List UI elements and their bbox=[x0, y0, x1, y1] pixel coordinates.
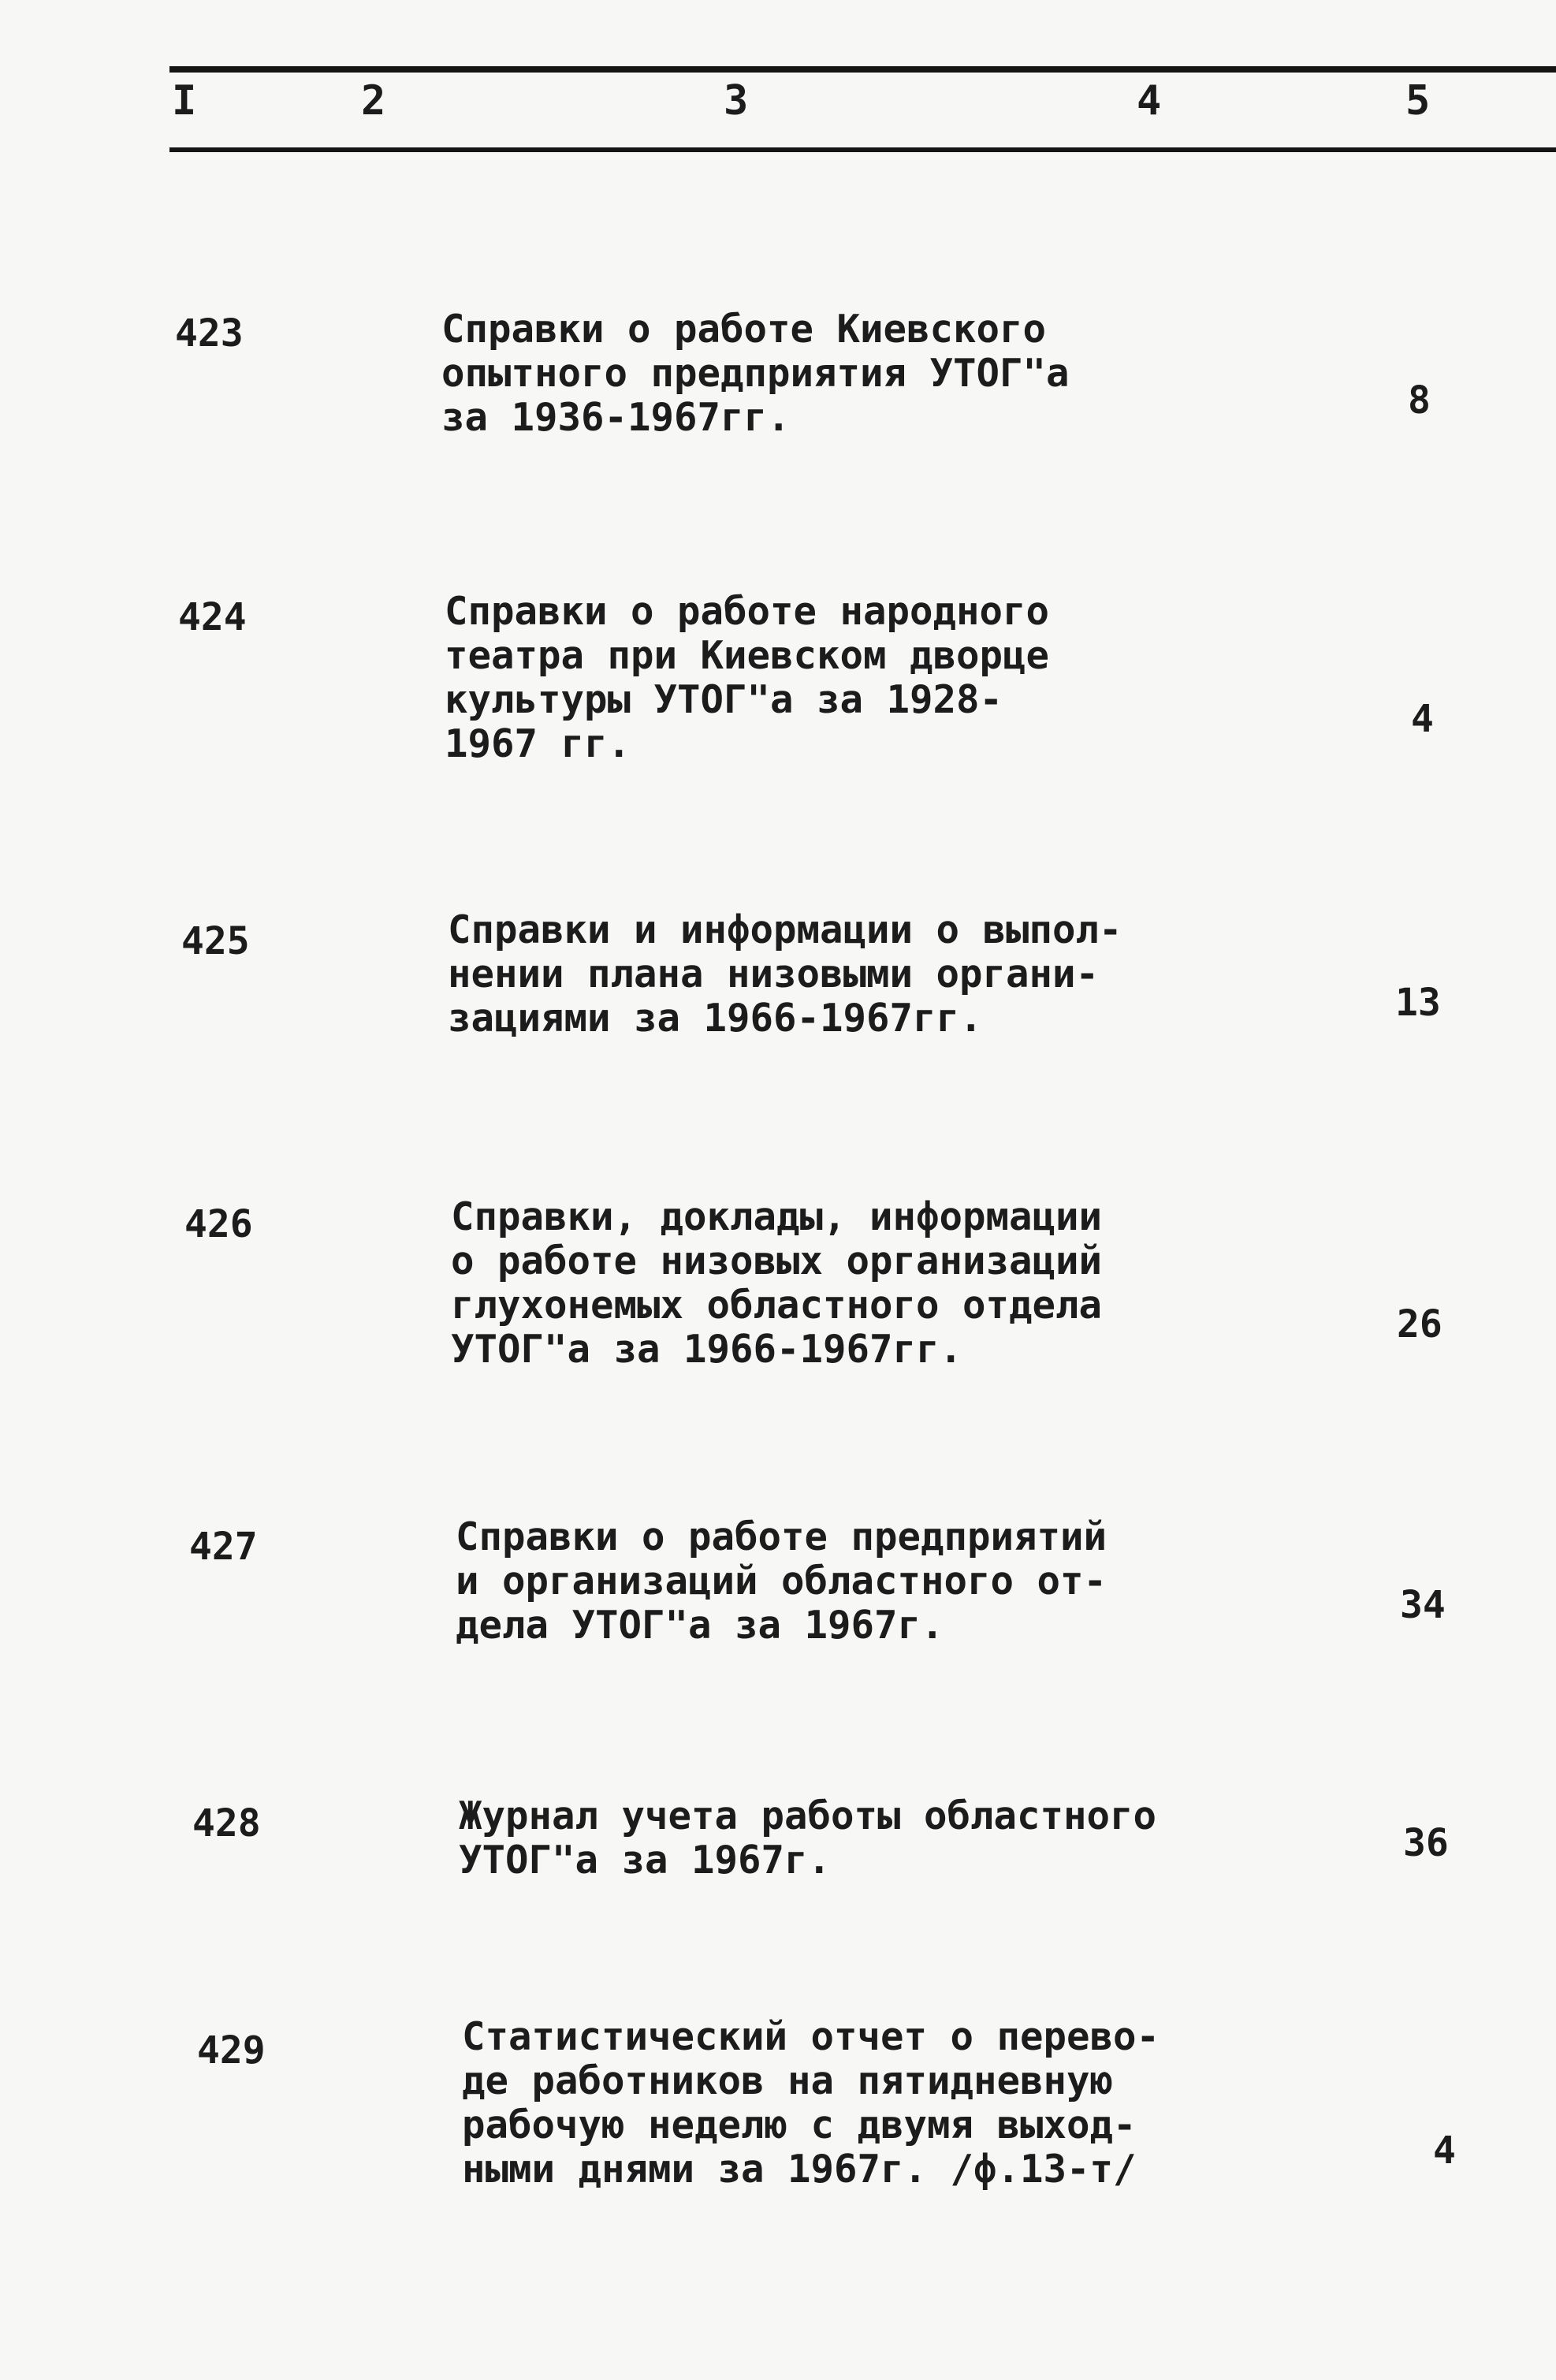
row-sheet-count: 4 bbox=[1411, 697, 1434, 741]
row-description: Справки о работе предприятий и организаций областного от- дела УТОГ"а за 1967г. bbox=[456, 1514, 1107, 1648]
column-header-2: 2 bbox=[361, 77, 386, 125]
row-description: Справки о работе Киевского опытного предприятия УТОГ"а за 1936-1967гг. bbox=[441, 307, 1070, 440]
header-bottom-rule bbox=[169, 147, 1556, 152]
row-sheet-count: 34 bbox=[1400, 1583, 1446, 1627]
row-sheet-count: 26 bbox=[1397, 1302, 1442, 1346]
row-number: 426 bbox=[184, 1202, 253, 1246]
column-header-5: 5 bbox=[1405, 77, 1431, 125]
column-header-4: 4 bbox=[1137, 77, 1162, 125]
row-number: 429 bbox=[197, 2028, 266, 2073]
row-number: 424 bbox=[178, 595, 247, 639]
row-sheet-count: 13 bbox=[1395, 981, 1441, 1025]
row-sheet-count: 8 bbox=[1408, 378, 1431, 423]
row-sheet-count: 4 bbox=[1433, 2129, 1456, 2173]
row-description: Справки и информации о выпол- нении плана низовыми органи- зациями за 1966-1967гг. bbox=[448, 907, 1122, 1041]
row-description: Журнал учета работы областного УТОГ"а за 1967г. bbox=[459, 1793, 1157, 1883]
row-description: Справки, доклады, информации о работе низовых организаций глухонемых областного отдела УТОГ"а за 1966-1967гг. bbox=[451, 1194, 1103, 1372]
row-sheet-count: 36 bbox=[1403, 1821, 1449, 1865]
column-header-1: I bbox=[172, 77, 197, 125]
row-number: 423 bbox=[175, 311, 244, 356]
row-description: Справки о работе народного театра при Киевском дворце культуры УТОГ"а за 1928- 1967 гг. bbox=[445, 589, 1050, 766]
row-number: 428 bbox=[192, 1801, 261, 1846]
row-description: Статистический отчет о перево- де работников на пятидневную рабочую неделю с двумя выход- ными днями за 1967г. /ф.13-т/ bbox=[462, 2014, 1160, 2192]
row-number: 427 bbox=[189, 1525, 258, 1569]
row-number: 425 bbox=[181, 919, 250, 963]
column-header-3: 3 bbox=[724, 77, 749, 125]
header-top-rule bbox=[169, 66, 1556, 73]
